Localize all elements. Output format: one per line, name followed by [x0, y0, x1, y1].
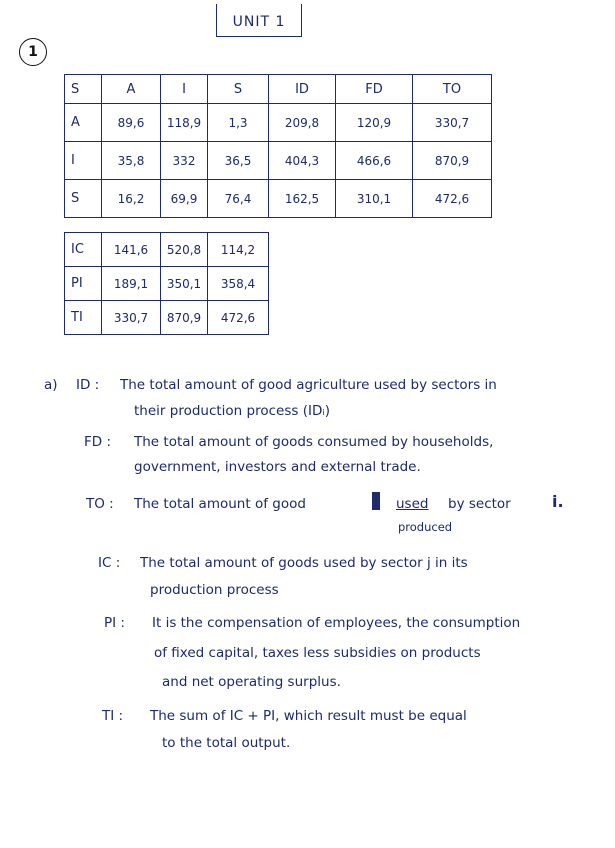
row-label: A	[65, 104, 102, 142]
io-table-inputs	[64, 232, 269, 335]
def-to-post: by sector	[448, 496, 511, 512]
table-row	[65, 267, 269, 301]
def-pi-line1: It is the compensation of employees, the consumption	[152, 615, 521, 631]
header-cell: I	[161, 75, 208, 104]
def-ti-line2: to the total output.	[162, 735, 291, 751]
table-cell: 141,6	[102, 233, 161, 267]
table-cell: 118,9	[161, 104, 208, 142]
table-cell: 209,8	[269, 104, 336, 142]
table-cell: 89,6	[102, 104, 161, 142]
def-ic-line2: production process	[150, 582, 279, 598]
table-cell: 870,9	[413, 142, 492, 180]
unit-title: UNIT 1	[216, 4, 302, 37]
table-cell: 69,9	[161, 180, 208, 218]
table-row	[65, 301, 269, 335]
def-to-used: used	[396, 496, 429, 512]
def-ic-line1: The total amount of goods used by sector j in its	[140, 555, 468, 571]
table-cell: 358,4	[208, 267, 269, 301]
table-cell: 404,3	[269, 142, 336, 180]
table-cell: 332	[161, 142, 208, 180]
table-cell: 870,9	[161, 301, 208, 335]
table-cell: 350,1	[161, 267, 208, 301]
table-cell: 472,6	[208, 301, 269, 335]
def-pi-line3: and net operating surplus.	[162, 674, 341, 690]
table-cell: 189,1	[102, 267, 161, 301]
term-id: ID :	[76, 377, 100, 393]
row-label: PI	[65, 267, 102, 301]
def-fd-line2: government, investors and external trade.	[134, 459, 421, 475]
def-pi-line2: of fixed capital, taxes less subsidies on products	[154, 645, 481, 661]
table-cell: 76,4	[208, 180, 269, 218]
term-ic: IC :	[98, 555, 121, 571]
table-cell: 36,5	[208, 142, 269, 180]
row-label: IC	[65, 233, 102, 267]
table-row	[65, 180, 492, 218]
row-label: TI	[65, 301, 102, 335]
table-row	[65, 104, 492, 142]
table-cell: 466,6	[336, 142, 413, 180]
table-cell: 1,3	[208, 104, 269, 142]
sector-symbol: i.	[552, 492, 564, 511]
row-label: S	[65, 180, 102, 218]
def-id-line2: their production process (IDᵢ)	[134, 403, 331, 419]
table-cell: 120,9	[336, 104, 413, 142]
table-cell: 520,8	[161, 233, 208, 267]
table-cell: 16,2	[102, 180, 161, 218]
table-header-row	[65, 75, 492, 104]
def-to-pre: The total amount of good	[134, 496, 306, 512]
header-cell: S	[208, 75, 269, 104]
table-cell: 114,2	[208, 233, 269, 267]
row-label: I	[65, 142, 102, 180]
header-cell: ID	[269, 75, 336, 104]
table-cell: 35,8	[102, 142, 161, 180]
table-cell: 310,1	[336, 180, 413, 218]
header-cell: S	[65, 75, 102, 104]
def-id-line1: The total amount of good agriculture used by sectors in	[120, 377, 497, 393]
question-number: 1	[19, 38, 47, 66]
table-cell: 330,7	[102, 301, 161, 335]
io-table	[64, 74, 492, 218]
table-cell: 472,6	[413, 180, 492, 218]
def-ti-line1: The sum of IC + PI, which result must be equal	[150, 708, 467, 724]
table-row	[65, 142, 492, 180]
term-to: TO :	[86, 496, 114, 512]
scribble-mark	[372, 492, 380, 510]
table-cell: 162,5	[269, 180, 336, 218]
def-to-produced: produced	[398, 520, 453, 534]
header-cell: TO	[413, 75, 492, 104]
part-label: a)	[44, 377, 58, 393]
header-cell: FD	[336, 75, 413, 104]
term-ti: TI :	[102, 708, 124, 724]
def-fd-line1: The total amount of goods consumed by households,	[134, 434, 494, 450]
table-row	[65, 233, 269, 267]
term-fd: FD :	[84, 434, 111, 450]
header-cell: A	[102, 75, 161, 104]
table-cell: 330,7	[413, 104, 492, 142]
term-pi: PI :	[104, 615, 125, 631]
